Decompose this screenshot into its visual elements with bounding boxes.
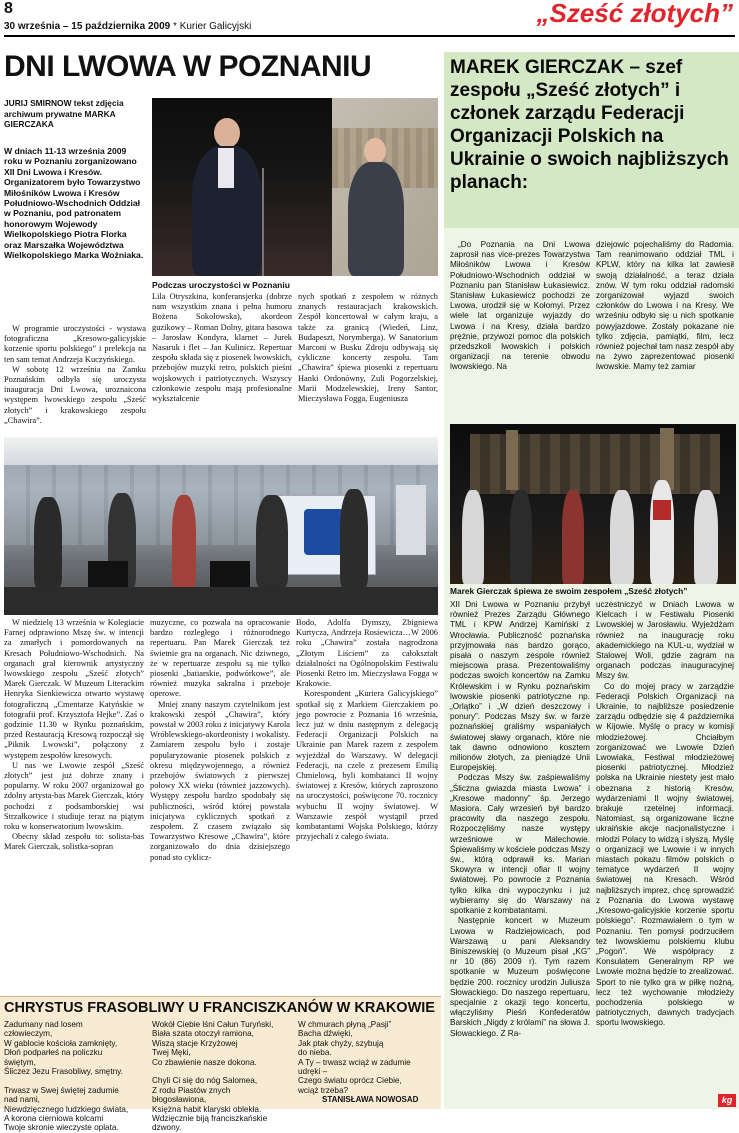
photo-band-performance (450, 424, 736, 584)
poem-column-3: W chmurach płyną „Pasji” Bacha dźwięki, Jak ptak chyży, szybują do nieba. A Ty – trwasz wciąż w zadumie udręki – Czego światu oprócz Ciebie, wciąż trzeba? (298, 1020, 411, 1095)
issue-star: * (173, 21, 177, 32)
poem-box (0, 996, 441, 1133)
musician-5 (340, 489, 368, 587)
issue-line (4, 21, 251, 32)
banner-side (396, 485, 426, 555)
paragraph: Obecny skład zespołu to: solista-bas Marek Gierczak, solistka-sopran (4, 832, 144, 852)
microphone-stand (262, 168, 264, 276)
issue-dates: 30 września – 15 października 2009 (4, 21, 171, 32)
photo-caption-interview: Marek Gierczak śpiewa ze swoim zespołem „Sześć złotych” (450, 586, 688, 596)
photo-ceremony (152, 98, 438, 276)
performer-4 (610, 490, 634, 584)
article-column-1 (4, 324, 146, 436)
interview-column-4 (596, 600, 734, 1092)
musician-1 (34, 497, 62, 587)
poem-title: CHRYSTUS FRASOBLIWY U FRANCISZKANÓW W KRAKOWIE (4, 1000, 435, 1016)
paper-name: Kurier Galicyjski (179, 21, 252, 32)
header-rule (4, 35, 735, 37)
poem-column-1: Zadumany nad losem człowieczym, W gablocie kościoła zamknięty, Dłoń podparłeś na policzku świętym, Śliczez Jezu Frasobliwy, smętny. Trwasz w Swej świętej zadumie nad nami, Niewdzięcznego ludzkiego świata, A korona cierniowa kolcami Twoje skronie wieczyste oplata. (4, 1020, 129, 1133)
performer-5-vest (653, 500, 671, 520)
paragraph: Następnie koncert w Muzeum Lwowa w Radziejowicach, pod Warszawą u pani Aleksandry Biniszewskiej (o Muzeum pisał „KG” nr 10 (86) 2009 r). Tym razem spotkanie w Muzeum poświęcone będzie 200. rocznicy urodzin Juliusza Słowackiego. Do naszego repertuaru, specjalnie z okazji tego koncertu, włączyliśmy Pieśń Konfederatów Barskich „Nigdy z królami” na słowa J. Słowackiego. Z Ra- (450, 916, 590, 1038)
paragraph: W sobotę 12 września na Zamku Poznańskim odbyła się uroczysta inauguracja Dni Lwowa, uroznaicona występem lwowskiego zespołu „Sześć złotych” i krakowskiego zespołu „Chawira”. (4, 364, 146, 425)
stage-floor (4, 587, 438, 615)
poem-column-2: Wokół Ciebie lśni Całun Turyński, Biała szata otoczył ramiona, Wiszą stacje Krzyżowej Twej Męki, Co zbawienie nasze dokona. Chyli Ci się do nóg Salomea, Z rodu Piastów znych błogosławiona, Księżna habit klaryski oblekła. Wdzięcznie biją franciszkańskie dzwony. (152, 1020, 274, 1133)
paragraph: uczestniczyć w Dniach Lwowa w Kielcach i w Festiwalu Piosenki Lwowskiej w Jarosławiu. Wyjeżdżam również na inaugurację roku akademickiego na KUL-u, wydział w Stalowej Woli, gdzie zagram na organach podczas inauguracyjnej Mszy św. (596, 600, 734, 681)
guest-figure (348, 162, 404, 276)
paragraph: Korespondent „Kuriera Galicyjskiego” spotkał się z Markiem Gierczakiem po jego powrocie z Poznania 16 września, lecz już w dniu następnym z delegacją Federacji Organizacji Polskich na Ukrainie pan Marek razem z zespołem wyjeżdżał do Warszawy. W delegacji Federacji, na czele z prezesem Emilią Chmielową, byli kombatanci II wojny światowej z Kresów, których zaproszono na uroczystości, poświęcone 70. rocznicy wybuchu II wojny światowej. W Warszawie zespół wystąpił przed kombatantami Wojska Polskiego, którzy przyjechali z całego świata. (296, 689, 438, 842)
paragraph: W programie uroczystości - wystawa fotograficzna „Kresowo-galicyjskie korzenie sportu polskiego” i prelekcja na ten sam temat Andrzeja Kuczyńskiego. (4, 324, 146, 364)
paragraph: dziejowic pojechaliśmy do Radomia. Tam reanimowano oddział TML i KPLW, który na kilka lat zawiesił swoją działalność, a teraz działa znów. W tym roku oddział radomski zorganizował wyjazd swoich członków do Lwowa i na Kresy. We wrześniu odbyło się u nich spotkanie powyjazdowe. Zostały pokazane nie tylko zdjęcia, pamiątki, film, lecz również pojechał tam nasz zespół aby na żywo zaprezentować piosenki lwowskie. Mamy też zamiar (596, 240, 734, 372)
paragraph: XII Dni Lwowa w Poznaniu przybył również Prezes Zarządu Głównego TML i KPW Andrzej Kamiński z Wrocławia. Publiczność poznańska przyjmowała nas bardzo gorąco, pisała o naszym zespole również miejscowa prasa. Prezentowaliśmy podczas swoich koncertów na Zamku Królewskim i w Rynku poznańskim lwowskie piosenki patriotyczne np. „Orlątko” i „W dzień deszczowy i ponury”. Podczas Mszy św. w farze poznańskiej graliśmy wspaniałych światowej sławy organach, które nie tak dawno odnowiono kosztem milionów złotych, za pieniądze Unii Europejskiej. (450, 600, 590, 773)
paragraph: „Do Poznania na Dni Lwowa zaprosił nas vice-prezes Towarzystwa Miłośników Lwowa i Kresów Południowo-Wschodnich oddział w Poznaniu pan Stanisław Łukasiewicz. Stanisław Łukasiewicz pochodzi ze Lwowa, urodził się w Kołomyi. Przez wiele lat organizuje wyjazdy do Lwowa i na Kresy, działa bardzo prężnie, przywozi pomoc dla polskich przedszkoli lwowskich i polskich organizacji na terenie obwodu lwowskiego. Na (450, 240, 590, 372)
section-title: „Sześć złotych” (536, 0, 733, 28)
article-column-4 (4, 618, 144, 994)
performer-6 (694, 490, 718, 584)
interview-column-1 (450, 240, 590, 422)
interview-title: MAREK GIERCZAK – szef zespołu „Sześć złotych” i członek zarządu Federacji Organizacji Polskich na Ukrainie o swoich najbliższych planach: (450, 57, 729, 193)
article-title: DNI LWOWA W POZNANIU (4, 50, 372, 83)
speaker-shirt (218, 148, 234, 188)
performer-2 (510, 490, 532, 584)
lead-paragraph: W dniach 11-13 września 2009 roku w Poznaniu zorganizowano XII Dni Lwowa i Kresów. Organizatorem było Towarzystwo Miłośników Lwowa i Kresów Południowo-Wschodnich Oddział w Poznaniu, pod patronatem honorowym Wojewody Wielkopolskiego Piotra Florka oraz Marszałka Województwa Wielkopolskiego Marka Woźniaka. (4, 146, 144, 261)
paragraph: Lila Otryszkina, konferansjerka (dobrze nam wszystkim znana i pełna humoru Bożena Sokołowska), akordeon guzikowy – Roman Dolny, gitara basowa – Jarosław Kondyra, klarnet – Jurek Nasaruk i flet – Jan Kulinicz. Repertuar zespołu składa się z piosenek lwowskich, przebojów muzyki retro, polskich pieśni wojskowych i patriotycznych. Wszyscy członkowie zespołu mają profesionalne wykształcenie (152, 292, 292, 404)
paragraph: Mniej znany naszym czytelnikom jest krakowski zespół „Chawira”, który powstał w 2003 roku z inicjatywy Karola Wróblewskiego-akordeonisty i wokalisty. Zamiarem zespołu było i zostaje popularyzowanie piosenek polskich z okresu międzywojennego, a również przebojów światowych z pierwszej połowy XX wieku (również jazzowych). Występy zespołu bardzo spodobały się publiczności, wśród której powstała inicjatywa cyklicznych spotkań z zespołem. Z czasem związało się Towarzystwo Kresowe „Chawira”, które zorganizowało do dnia dzisiejszego ponad sto cyklicz- (150, 699, 290, 862)
kg-logo: kg (718, 1094, 736, 1107)
article-column-6 (296, 618, 438, 994)
backdrop-tower-left (506, 430, 518, 490)
photo-band-stage (4, 437, 438, 615)
interview-column-2 (596, 240, 734, 422)
paragraph: Co do mojej pracy w zarządzie Federacji Polskich Organizacji na Ukrainie, to najbliższe posiedzenie zarządu odbędzie się 4 października w Kijowie. Myślę o pracy w komisji młodzieżowej. Chciałbym zorganizować we Lwowie Dzień Lwowiaka, Festiwal młodzieżowej piosenki patriotycznej. Młodzież polska na Ukrainie niestety jest mało obeznana z historią Kresów, wydarzeniami II wojny światowej, brakuje rzetelnej informacji. Natomiast, są organizowane liczne ukraińskie akcje nacjonalistyczne i młodzi Polacy to widzą i słyszą. Myślę o organizacji we Lwowie i w innych miastach pokazu filmów polskich o tematyce wydarzeń II wojny światowej na Kresach. Wśród najbliższych imprez, chcę sprowadzić z Poznania do Lwowa wystawę „Kresowo-galicyjskie korzenie sportu polskiego”. Rozmawiałem o tym w Poznaniu. Ten pomysł podrzuciłem też lwowskiemu polskiemu klubu „Pogoń”. We współpracy z Konsulatem Generalnym RP we Lwowie można będzie to zrealizować. Sport to nie tylko gra w piłkę nożną, lecz też wychowanie młodzieży pochodzenia polskiego w patriotycznych, dawnych tradycjach sportu lwowskiego. (596, 681, 734, 1028)
performer-1 (462, 490, 484, 584)
paragraph: Podczas Mszy św. zaśpiewaliśmy „Śliczna gwiazda miasta Lwowa” i „Kresowe madonny” śp. Jerzego Masiora. Cały wrzesień był bardzo pracowity dla naszego zespołu. Rozpoczęliśmy nasze występy wrześniowe w Malechowie. Śpiewaliśmy w kościele podczas Mszy św., którą odprawił ks. Marian Skowyra w intencji ofiar II wojny światowej. Po powrocie z Poznania tylko kilka dni wypoczynku i już wybieramy się do Warszawy na spotkanie z kombatantami. (450, 773, 590, 916)
speaker-right (210, 561, 250, 587)
paragraph: U nas we Lwowie zespół „Sześć złotych” jest już dobrze znany i popularny. W roku 2007 organizował go zdolny artysta-bas Marek Gierczak, który pochodzi z podsamborskiej wsi Strzałkowice i studiuje teraz na piątym roku w konserwatorium lwowskim. (4, 760, 144, 832)
paragraph: Bodo, Adolfa Dymszy, Zbigniewa Kurtycza, Andrzeja Rosiewicza…W 2006 roku „Chawira” została nagrodzona „Złotym Liściem” za całokształt działalności na Ogólnopolskim Festiwalu Piosenki Retro im. Mieczysława Fogga w Krakowie. (296, 618, 438, 689)
paragraph: muzyczne, co pozwala na opracowanie bardzo rozległego i różnorodnego repertuaru. Pan Marek Gierczak też świetnie gra na organach. Nic dziwnego, że w repertuarze zespołu są nie tylko piosenki „batiarskie, podwórkowe”, ale również muzyka sakralna i przeboje operowe. (150, 618, 290, 699)
article-column-3 (298, 292, 438, 436)
photo-caption-top: Podczas uroczystości w Poznaniu (152, 280, 290, 290)
performer-3 (562, 490, 584, 584)
interview-column-3 (450, 600, 590, 1106)
page-number: 8 (4, 0, 13, 17)
speaker-left (88, 561, 128, 587)
poem-author: STANISŁAWA NOWOSAD (322, 1095, 419, 1104)
paragraph: W niedzielę 13 września w Kolegiacie Farnej odprawiono Mszę św. w intencji za zmarłych i pomordowanych na Kresach Południowo-Wschodnich. Na organach grał kierownik artystyczny lwowskiego zespołu „Sześć złotych” Marek Gierczak. W Muzeum Literackim Henryka Sienkiewicza otwarto wystawę fotograficzną „Cmentarze Katyńskie w fotografii prof. Krzysztofa Hejke”. Zaś o godzinie 11.30 w Rynku poznańskim, przed Restauracją Kresową rozpoczął się „Piknik Lwowski”, połączony z występem zespołów kresowych. (4, 618, 144, 760)
paragraph: nych spotkań z zespołem w różnych znanych restauracjach krakowskich. Zespół koncertował w całym kraju, a także za granicą (Wiedeń, Linz, Budapeszt, Norymberga). W Sanatorium Marconi w Busku Zdroju odbywają się cykliczne koncerty zespołu. Tam „Chawira” śpiewa piosenki z repertuaru Hanki Ordonówny, Zuli Pogorzelskiej, Marii Modzelewskiej, Ireny Santor, Mieczysława Fogga, Eugeniusza (298, 292, 438, 404)
guest-head (364, 138, 386, 164)
accordionist (256, 495, 288, 587)
article-column-2 (152, 292, 292, 436)
article-column-5 (150, 618, 290, 994)
speaker-head (214, 118, 240, 148)
byline: JURIJ SMIRNOW tekst zdjęcia archiwum prywatne MARKA GIERCZAKA (4, 98, 124, 129)
performer-5-marek (650, 480, 674, 584)
singer-red-dress (172, 495, 196, 587)
banner-logo (304, 509, 344, 555)
tent-roof (4, 437, 438, 465)
